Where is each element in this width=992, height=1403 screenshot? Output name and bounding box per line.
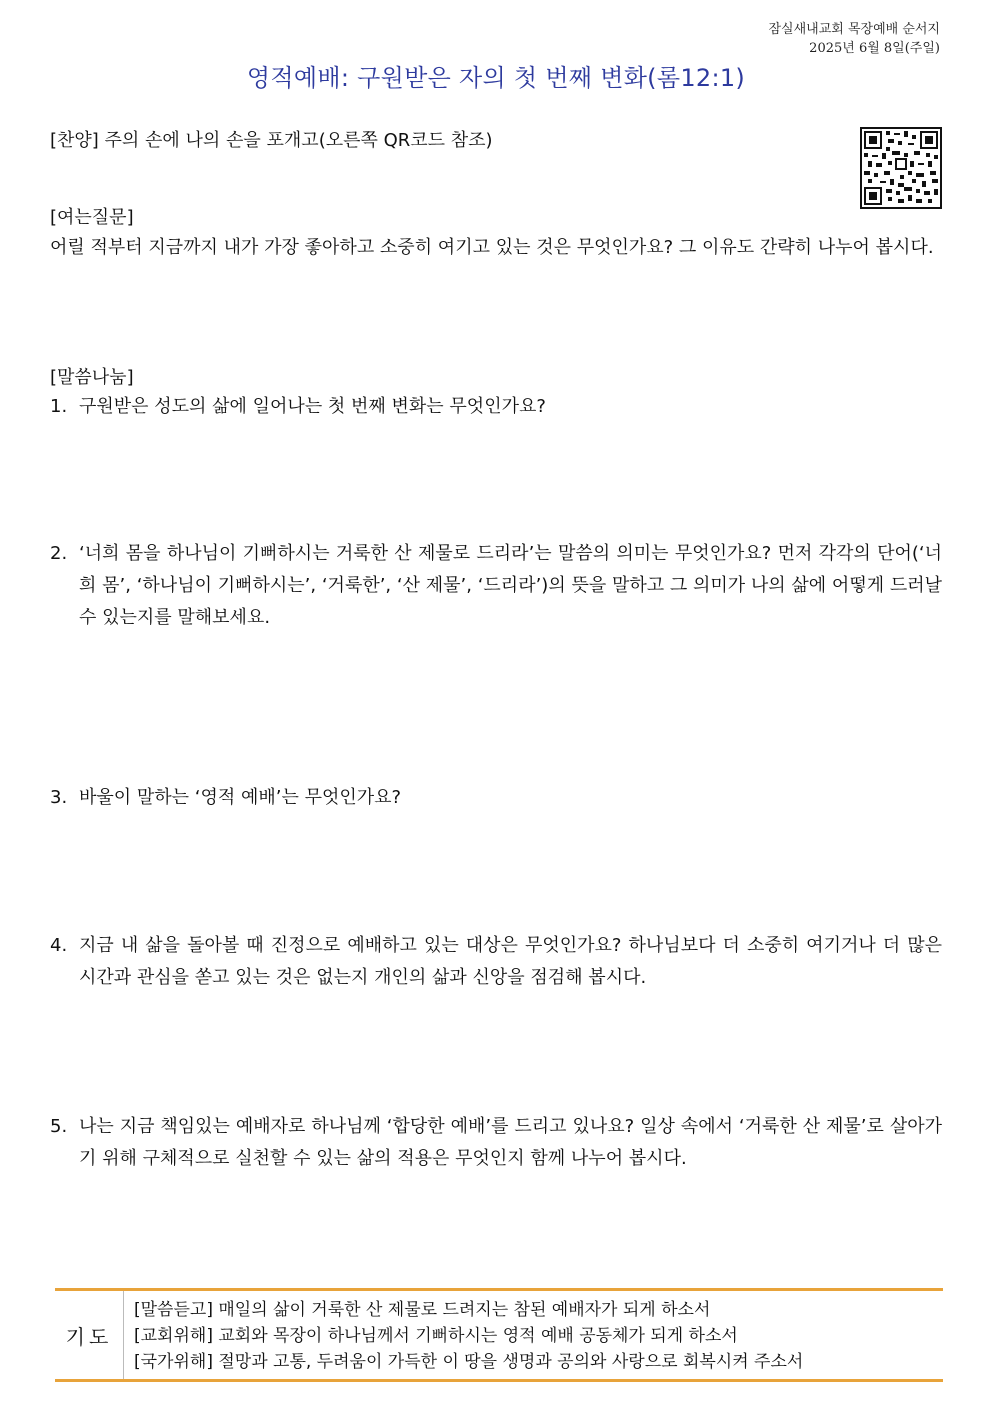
question-3 (50, 782, 942, 814)
prayer-label: 기도 (55, 1291, 124, 1379)
hymn-line: [찬양] 주의 손에 나의 손을 포개고(오른쪽 QR코드 참조) (50, 130, 493, 151)
question-4 (50, 930, 942, 994)
question-2 (50, 538, 942, 634)
prayer-line-nation: [국가위해] 절망과 고통, 두려움이 가득한 이 땅을 생명과 공의와 사랑으로 회복시켜 주소서 (134, 1352, 804, 1372)
question-text: 바울이 말하는 ‘영적 예배’는 무엇인가요? (79, 787, 402, 808)
opening-question-text: 어릴 적부터 지금까지 내가 가장 좋아하고 소중히 여기고 있는 것은 무엇인가요? 그 이유도 간략히 나누어 봅시다. (50, 237, 934, 258)
church-line: 잠실새내교회 목장예배 순서지 (768, 22, 940, 37)
question-text: 지금 내 삶을 돌아볼 때 진정으로 예배하고 있는 대상은 무엇인가요? 하나님보다 더 소중히 여기거나 더 많은 시간과 관심을 쏟고 있는 것은 없는지 개인의 삶과 신앙을 점검해 봅시다. (79, 935, 942, 988)
prayer-line-church: [교회위해] 교회와 목장이 하나님께서 기뻐하시는 영적 예배 공동체가 되게 하소서 (134, 1326, 738, 1346)
prayer-line-word: [말씀듣고] 매일의 삶이 거룩한 산 제물로 드려지는 참된 예배자가 되게 하소서 (134, 1300, 711, 1320)
page-title: 영적예배: 구원받은 자의 첫 번째 변화(롬12:1) (246, 64, 746, 92)
question-text: ‘너희 몸을 하나님이 기뻐하시는 거룩한 산 제물로 드리라’는 말씀의 의미는 무엇인가요? 먼저 각각의 단어(‘너희 몸’, ‘하나님이 기뻐하시는’, ‘거룩한’, ‘산 제물’, ‘드리라’)의 뜻을 말하고 그 의미가 나의 삶에 어떻게 드러날 수 있는지를 말해보세요. (79, 543, 942, 628)
question-text: 나는 지금 책임있는 예배자로 하나님께 ‘합당한 예배’를 드리고 있나요? 일상 속에서 ‘거룩한 산 제물’로 살아가기 위해 구체적으로 실천할 수 있는 삶의 적용은 무엇인지 함께 나누어 봅시다. (79, 1116, 942, 1169)
question-1 (50, 391, 942, 423)
sharing-label: [말씀나눔] (50, 367, 134, 388)
opening-question-label: [여는질문] (50, 207, 134, 228)
question-number: 2. (50, 543, 68, 564)
qr-code-icon[interactable] (860, 127, 942, 209)
question-5 (50, 1111, 942, 1175)
question-number: 3. (50, 787, 68, 808)
question-number: 1. (50, 396, 68, 417)
question-number: 5. (50, 1116, 68, 1137)
prayer-box (55, 1288, 943, 1382)
question-number: 4. (50, 935, 68, 956)
header-meta (768, 20, 940, 58)
prayer-lines (124, 1291, 803, 1379)
date-line: 2025년 6월 8일(주일) (809, 41, 940, 56)
question-text: 구원받은 성도의 삶에 일어나는 첫 번째 변화는 무엇인가요? (79, 396, 546, 417)
